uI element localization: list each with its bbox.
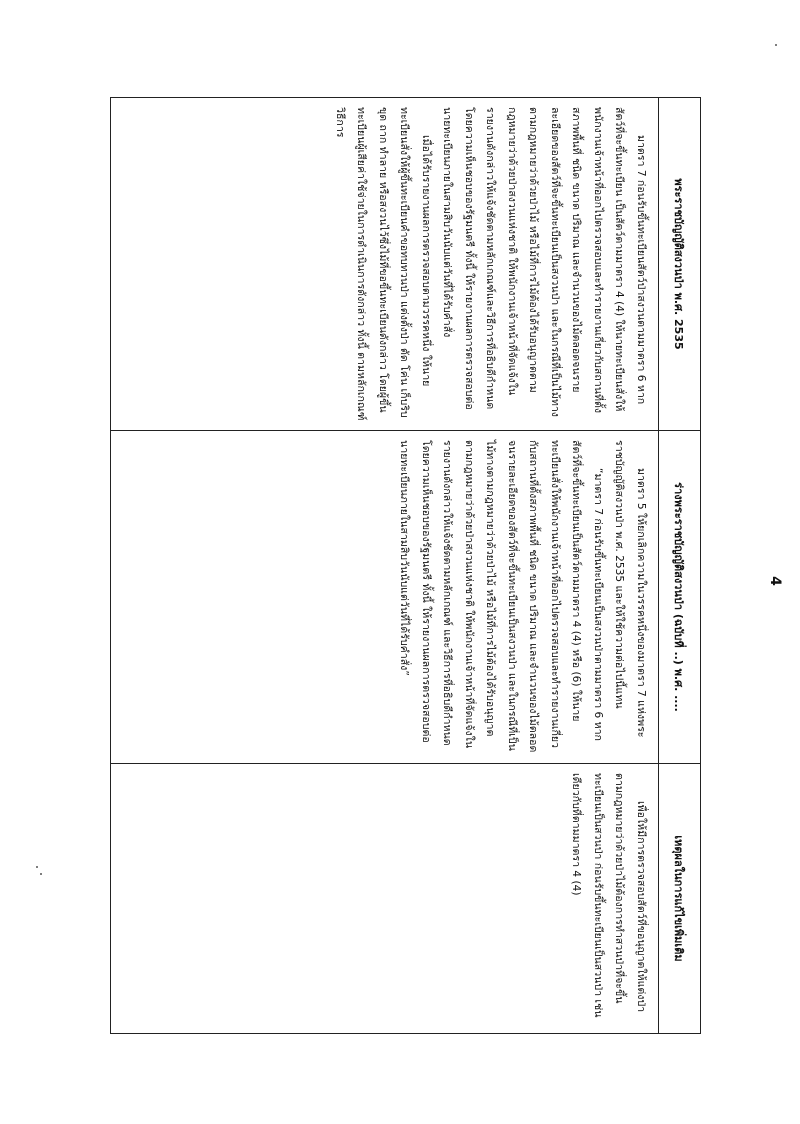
- amendment-reason-paragraph: เพื่อให้มีการตรวจสอบสัตว์ที่ขอนุญาตให้แต่งป่าตามกฎหมายว่าด้วยป่าไม้ต้องการทำสวนป่าที่จะขึ้นทะเบียนเป็นสวนป่า ก่อนรับขึ้นทะเบียนเป็นสวนป่า เช่นเดียวกับที่ตามมาตรา 4 (4): [570, 773, 647, 1018]
- current-law-cell: [111, 98, 659, 431]
- page-number: 4: [767, 576, 783, 586]
- scan-speck: [40, 873, 42, 875]
- table-body-row: [111, 98, 659, 1034]
- header-amendment-reason: เหตุผลในการแก้ไขเพิ่มเติม: [659, 764, 701, 1034]
- scan-speck: [775, 44, 777, 46]
- current-law-paragraph-1: มาตรา 7 ก่อนรับขึ้นทะเบียนสัตว์ป่าสงวนตามมาตรา 6 หากสัตว์ที่จะขึ้นทะเบียน เป็นสัตว์ตามมาตรา 4 (4) ให้นายทะเบียนสั่งให้พนักงานเจ้าหน้าที่ออกไปตรวจสอบและทำรายงานเกี่ยวกับสถานที่ตั้งสภาพพื้นที่ ชนิด ขนาด ปริมาณ และจำนวนของไม้ตลอดจนรายละเอียดของสัตว์ที่จะขึ้นทะเบียนเป็นสงวนป่า และในกรณีที่เป็นไม้ทางตามกฎหมายว่าด้วยป่าไม้ หรือไม้ที่การไม้ต้องได้รับอนุญาตตามกฎหมายว่าด้วยป่าสงวนแห่งชาติ ให้พนักงานเจ้าหน้าที่จัดแจ้งในรายงานดังกล่าวให้แจ้งชัดตามหลักเกณฑ์และวิธีการที่อธิบดีกำหนดโดยความเห็นชอบของรัฐมนตรี ทั้งนี้ ให้รายงานผลการตรวจสอบต่อนายทะเบียนภายในสามสิบวันนับแต่วันที่ได้รับคำสั่ง: [441, 107, 647, 417]
- scan-speck: [36, 866, 38, 868]
- header-draft-law: ร่างพระราชบัญญัติสงวนป่า (ฉบับที่ ..) พ.ศ. ....: [659, 431, 701, 764]
- draft-law-paragraph-2: “มาตรา 7 ก่อนรับขึ้นทะเบียนเป็นสงวนป่าตามมาตรา 6 หากสัตว์ที่จะขึ้นทะเบียนเป็นสัตว์ตามมาตรา 4 (4) หรือ (6) ให้นายทะเบียนสั่งให้พนักงานเจ้าหน้าที่ออกไปตรวจสอบและทำรายงานเกี่ยวกับสถานที่ตั้งสภาพพื้นที่ ชนิด ขนาด ปริมาณ และจำนวนของไม้ตลอดจนรายละเอียดของสัตว์ที่จะขึ้นทะเบียนเป็นสงวนป่า และในกรณีที่เป็นไม้ทางตามกฎหมายว่าด้วยป่าไม้ หรือไม้ที่การไม้ต้องได้รับอนุญาตตามกฎหมายว่าด้วยป่าสงวนแห่งชาติ ให้พนักงานเจ้าหน้าที่จัดแจ้งในรายงานดังกล่าวให้แจ้งชัดตามหลักเกณฑ์ และวิธีการที่อธิบดีกำหนดโดยความเห็นชอบของรัฐมนตรี ทั้งนี้ ให้รายงานผลการตรวจสอบต่อนายทะเบียนภายในสามสิบวันนับแต่วันที่ได้รับคำสั่ง”: [398, 440, 604, 753]
- table-header-row: [659, 98, 701, 1034]
- amendment-reason-cell: [111, 764, 659, 1034]
- document-stage: [110, 97, 701, 1033]
- draft-law-paragraph-1: มาตรา 5 ให้ยกเลิกความในวรรคหนึ่งของมาตรา 7 แห่งพระราชบัญญัติสงวนป่า พ.ศ. 2535 และให้ใช้ความต่อไปนี้แทน: [613, 440, 647, 738]
- current-law-paragraph-2: เมื่อได้รับรายงานผลการตรวจสอบตามวรรคหนึ่ง ให้นายทะเบียนสั่งให้ผู้ขึ้นทะเบียนคำขอทบทวนป่า แต่งตั้งป่า ตัด โค่น เก็บริบ ขุด ถาก ทำลาย หรือสงวนไว้ซึ่งไม้ที่ขอขึ้นทะเบียนดังกล่าว โดยผู้ขึ้นทะเบียนผู้เสียค่าใช้จ่ายในการดำเนินการดังกล่าว ทั้งนี้ ตามหลักเกณฑ์ วิธีการ: [334, 107, 432, 421]
- rotated-page-content: [110, 97, 701, 1033]
- header-current-law: พระราชบัญญัติสงวนป่า พ.ศ. 2535: [659, 98, 701, 431]
- draft-law-cell: [111, 431, 659, 764]
- comparison-table: [110, 97, 701, 1034]
